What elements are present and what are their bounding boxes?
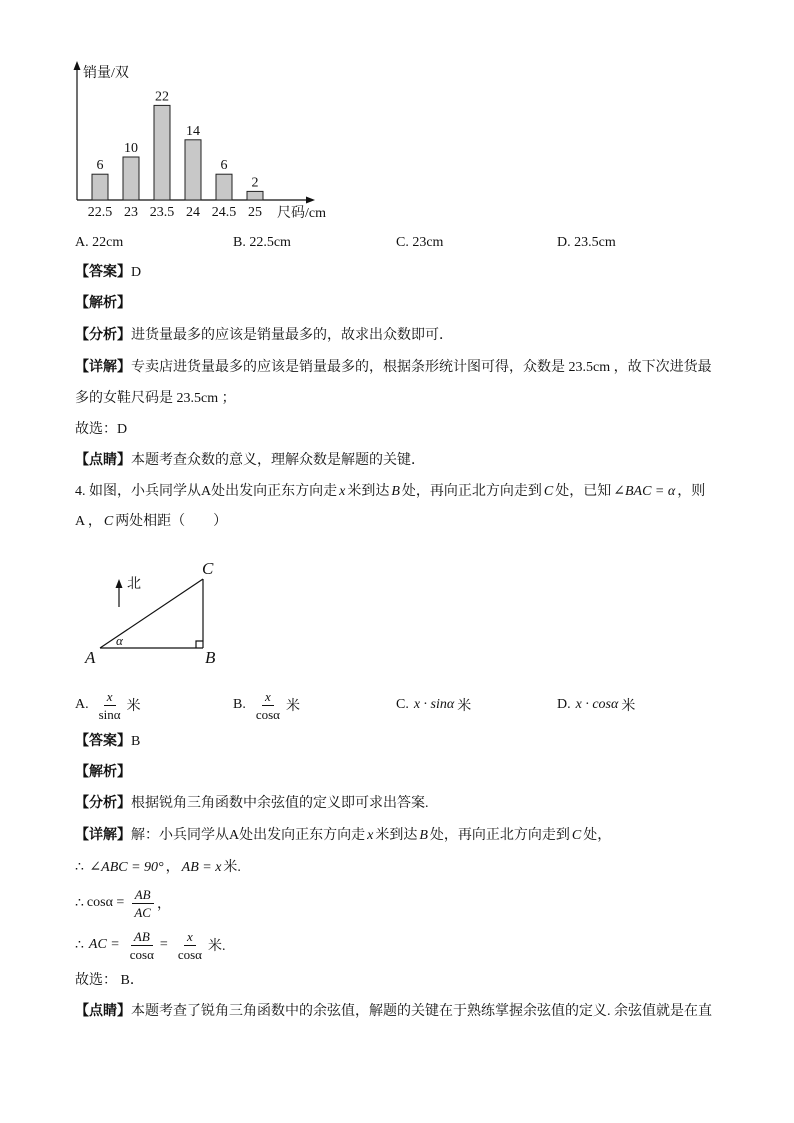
text-run: 4. 如图，小兵同学从 [75, 484, 201, 499]
q3-option-d: D. 23.5cm [557, 235, 616, 250]
y-axis-arrow [74, 61, 81, 70]
fenxi-text: 进货量最多的应该是销量最多的，故求出众数即可． [131, 328, 453, 343]
q3-dianjing [75, 451, 425, 471]
fraction-numerator: x [184, 928, 196, 946]
option-unit: 米 [621, 699, 636, 714]
dianjing-text: 本题考查了锐角三角函数中的余弦值，解题的关键在于熟练掌握余弦值的定义. 余弦值就是在直 [131, 1004, 712, 1019]
x-tick-label: 25 [248, 205, 262, 220]
answer-tag: 【答案】 [75, 734, 131, 749]
fraction-denominator: cosα [129, 946, 154, 962]
math-expression: cosα = [86, 895, 125, 910]
text-run: ， [165, 860, 180, 875]
math-expression: x · sinα [413, 697, 455, 712]
q3-fenxi [75, 326, 453, 346]
bar-value-label: 2 [251, 175, 259, 191]
option-unit: 米 [457, 699, 472, 714]
x-tick-label: 24.5 [211, 205, 237, 220]
fraction-denominator: cosα [177, 946, 202, 962]
x-axis-arrow [306, 197, 315, 204]
jiexi-tag: 【解析】 [75, 765, 131, 780]
fraction-numerator: AB [131, 928, 153, 946]
text-run: 处出发向正东方向走 [211, 484, 338, 499]
vertex-a-label: A [85, 648, 96, 667]
jiexi-tag: 【解析】 [75, 296, 131, 311]
math-expression: AC = [88, 937, 120, 952]
q4-option-a [75, 686, 144, 724]
text-run: 两处相距（ ） [115, 514, 228, 529]
xiangjie-tag: 【详解】 [75, 828, 131, 843]
therefore-symbol: ∴ [75, 860, 84, 875]
q3-option-c: C. 23cm [396, 235, 444, 250]
equals-sign: = [159, 937, 168, 952]
bar [216, 174, 232, 200]
math-expression: ∠ABC = 90° [89, 860, 164, 875]
text-run: 解：小兵同学从 [131, 828, 229, 843]
text-run: 处，再向正北方向走到 [401, 484, 542, 499]
math-var: B [419, 828, 428, 843]
fraction [131, 886, 154, 921]
bar [92, 174, 108, 200]
bar [185, 140, 201, 200]
right-angle-mark [196, 641, 203, 648]
fraction [96, 688, 124, 723]
q4-step-2 [75, 884, 174, 922]
answer-tag: 【答案】 [75, 265, 131, 280]
text-run: ， [84, 514, 102, 529]
bar-value-label: 6 [220, 158, 228, 174]
xiangjie-text: 多的女鞋尺码是 23.5cm ； [75, 391, 236, 406]
math-expression: ∠BAC = α [613, 484, 676, 499]
q4-stem-line-2 [75, 512, 227, 532]
option-letter: A. [75, 697, 89, 712]
q4-step-1 [75, 858, 241, 878]
q3-jiexi [75, 294, 131, 314]
vertex-c-label: C [202, 559, 214, 578]
q3-choice: 故选：D [75, 422, 128, 437]
therefore-symbol: ∴ [75, 937, 84, 953]
q3-xiangjie-line-1 [75, 358, 712, 378]
option-letter: B. [233, 697, 246, 712]
text-run: 米. [207, 939, 226, 954]
text-run: A [201, 484, 212, 499]
math-var: x [339, 484, 346, 499]
bar-value-label: 10 [124, 141, 138, 156]
math-var: C [571, 828, 582, 843]
math-expression: x · cosα [575, 697, 619, 712]
x-tick-label: 23 [124, 205, 138, 220]
text-run: ， [156, 897, 171, 912]
bar-value-label: 22 [155, 89, 169, 105]
fraction-numerator: AB [132, 886, 154, 904]
bar [123, 157, 139, 200]
q4-option-b [233, 686, 303, 724]
bar [247, 191, 263, 200]
fraction [127, 928, 157, 963]
option-letter: D. [557, 697, 571, 712]
therefore-symbol: ∴ [75, 895, 84, 911]
bar [154, 105, 170, 200]
fraction-numerator: x [262, 688, 274, 706]
fenxi-tag: 【分析】 [75, 328, 131, 343]
q4-xiangjie [75, 826, 611, 846]
x-tick-label: 22.5 [87, 205, 113, 220]
fraction-denominator: AC [134, 904, 151, 920]
vertex-b-label: B [205, 648, 216, 667]
x-tick-label: 23.5 [149, 205, 175, 220]
q4-option-c [396, 686, 474, 724]
fenxi-text: 根据锐角三角函数中余弦值的定义即可求出答案. [131, 796, 429, 811]
q4-stem-line-1 [75, 482, 705, 502]
dianjing-tag: 【点睛】 [75, 453, 131, 468]
text-run: 处出发向正东方向走 [239, 828, 366, 843]
y-axis-label: 销量/双 [83, 66, 129, 81]
north-arrow-icon [116, 579, 123, 588]
q3-option-a: A. 22cm [75, 235, 124, 250]
q4-jiexi [75, 763, 131, 783]
math-var: C [103, 514, 114, 529]
text-run: A [75, 514, 85, 529]
text-run: 米到达 [347, 484, 390, 499]
text-run: 米到达 [375, 828, 418, 843]
q3-xiangjie-line-2 [75, 389, 236, 409]
q3-option-b: B. 22.5cm [233, 235, 291, 250]
option-letter: C. [396, 697, 409, 712]
answer-value: B [131, 734, 141, 749]
text-run: 处， [583, 828, 612, 843]
q4-dianjing [75, 1002, 712, 1022]
x-tick-label: 24 [186, 205, 200, 220]
xiangjie-tag: 【详解】 [75, 360, 131, 375]
q4-step-3 [75, 926, 228, 964]
text-run: 处，再向正北方向走到 [429, 828, 570, 843]
fraction-denominator: sinα [98, 706, 121, 722]
fraction [175, 928, 205, 963]
math-var: x [367, 828, 374, 843]
fraction [253, 688, 283, 723]
option-unit: 米 [126, 699, 141, 714]
angle-alpha-label: α [116, 633, 123, 648]
q4-fenxi [75, 794, 429, 814]
bar-value-label: 6 [96, 158, 104, 174]
text-run: 处，已知 [555, 484, 612, 499]
math-var: B [391, 484, 400, 499]
q3-answer [75, 263, 141, 283]
answer-value: D [131, 265, 142, 280]
q4-answer [75, 732, 140, 752]
fraction-denominator: cosα [255, 706, 280, 722]
q4-choice: 故选： B． [75, 973, 144, 988]
dianjing-tag: 【点睛】 [75, 1004, 131, 1019]
math-expression: AB = x [181, 860, 222, 875]
dianjing-text: 本题考查众数的意义，理解众数是解题的关键． [131, 453, 425, 468]
math-var: C [543, 484, 554, 499]
fraction-numerator: x [104, 688, 116, 706]
text-run: ，则 [677, 484, 706, 499]
north-label: 北 [127, 577, 141, 592]
triangle-diagram [0, 550, 260, 675]
option-unit: 米 [285, 699, 300, 714]
text-run: A [229, 828, 240, 843]
q4-option-d [557, 686, 638, 724]
bar-value-label: 14 [186, 123, 200, 139]
bar-chart [0, 0, 340, 230]
text-run: 米. [223, 860, 241, 875]
xiangjie-text: 专卖店进货量最多的应该是销量最多的，根据条形统计图可得，众数是 23.5cm ，故下次进货最 [131, 360, 712, 375]
fenxi-tag: 【分析】 [75, 796, 131, 811]
x-axis-label: 尺码/cm [277, 206, 326, 221]
